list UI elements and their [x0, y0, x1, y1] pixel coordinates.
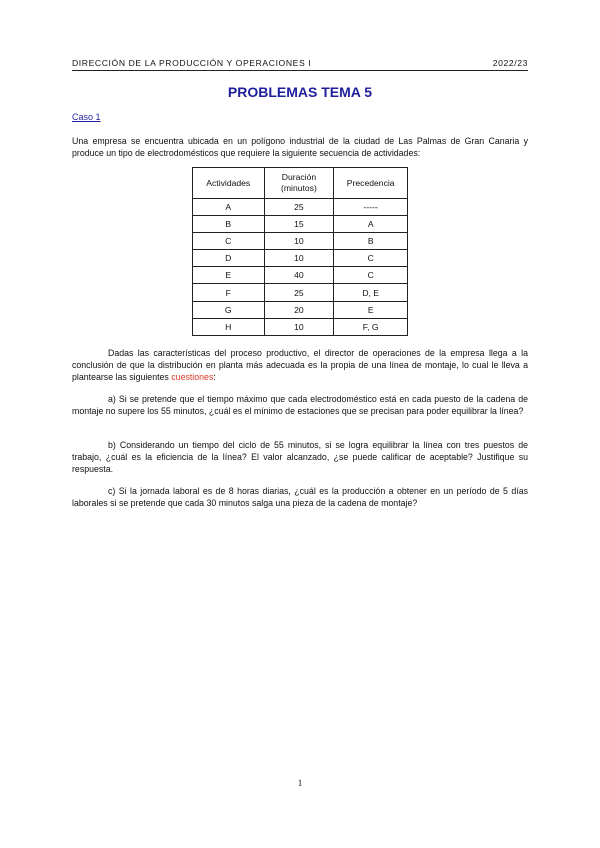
precedence-cell: C — [334, 250, 408, 267]
duration-cell: 10 — [264, 318, 334, 335]
activity-cell: G — [193, 301, 265, 318]
question-b: b) Considerando un tiempo del ciclo de 55 minutos, si se logra equilibrar la línea con tres puestos de trabajo, ¿cuál es la eficiencia de la línea? El valor alcanzado, ¿se puede calificar de aceptable? Justifique su respuesta. — [72, 440, 528, 475]
header-precedence: Precedencia — [334, 168, 408, 199]
case-label: Caso 1 — [72, 112, 101, 122]
table-row — [193, 284, 408, 301]
intro-paragraph: Una empresa se encuentra ubicada en un polígono industrial de la ciudad de Las Palmas de Gran Canaria y produce un tipo de electrodomésticos que requiere la siguiente secuencia de actividades: — [72, 136, 528, 159]
duration-cell: 40 — [264, 267, 334, 284]
activities-table — [192, 167, 408, 336]
activity-cell: H — [193, 318, 265, 335]
precedence-cell: C — [334, 267, 408, 284]
duration-cell: 10 — [264, 250, 334, 267]
table-header-row — [193, 168, 408, 199]
precedence-cell: F, G — [334, 318, 408, 335]
activity-cell: E — [193, 267, 265, 284]
activity-cell: F — [193, 284, 265, 301]
header-course: DIRECCIÓN DE LA PRODUCCIÓN Y OPERACIONES I — [72, 58, 312, 68]
table-row — [193, 216, 408, 233]
precedence-cell: E — [334, 301, 408, 318]
header-duration-label: Duración (minutos) — [281, 172, 317, 193]
question-c: c) Si la jornada laboral es de 8 horas diarias, ¿cuál es la producción a obtener en un período de 5 días laborales si se pretende que cada 30 minutos salga una pieza de la cadena de montaje? — [72, 486, 528, 509]
table-row — [193, 267, 408, 284]
duration-cell: 20 — [264, 301, 334, 318]
duration-cell: 25 — [264, 284, 334, 301]
activity-cell: B — [193, 216, 265, 233]
page-number: 1 — [297, 778, 303, 788]
precedence-cell: B — [334, 233, 408, 250]
precedence-cell: D, E — [334, 284, 408, 301]
duration-cell: 10 — [264, 233, 334, 250]
table-row — [193, 301, 408, 318]
duration-cell: 15 — [264, 216, 334, 233]
precedence-cell: ----- — [334, 199, 408, 216]
table-row — [193, 318, 408, 335]
duration-cell: 25 — [264, 199, 334, 216]
activity-cell: D — [193, 250, 265, 267]
activity-cell: C — [193, 233, 265, 250]
header-duration — [264, 168, 334, 199]
cuestiones-highlight: cuestiones — [171, 372, 214, 383]
header-activities: Actividades — [193, 168, 265, 199]
precedence-cell: A — [334, 216, 408, 233]
table-row — [193, 250, 408, 267]
context-text: Dadas las características del proceso productivo, el director de operaciones de la empresa llega a la conclusión de que la distribución en planta más adecuada es la propia de una línea de montaje, lo cual le lleva a plantearse las siguientes — [72, 348, 528, 383]
context-paragraph — [72, 347, 528, 384]
table-row — [193, 233, 408, 250]
context-colon: : — [213, 372, 216, 383]
table-row — [193, 199, 408, 216]
question-a: a) Si se pretende que el tiempo máximo que cada electrodoméstico está en cada puesto de la cadena de montaje no supere los 55 minutos, ¿cuál es el mínimo de estaciones que se precisan para poder equilibrar la línea? — [72, 394, 528, 417]
running-header — [72, 58, 528, 71]
header-year: 2022/23 — [492, 58, 528, 68]
page-title: PROBLEMAS TEMA 5 — [227, 84, 373, 100]
activity-cell: A — [193, 199, 265, 216]
